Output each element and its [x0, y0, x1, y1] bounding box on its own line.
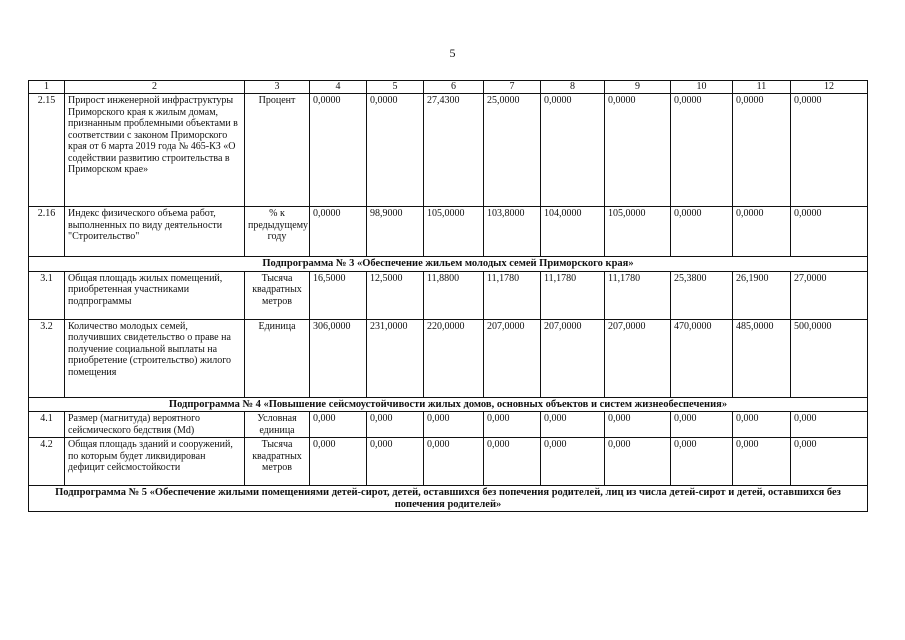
header-cell: 8 — [541, 81, 605, 94]
value-cell: 0,000 — [791, 412, 868, 438]
value-cell: 105,0000 — [424, 207, 484, 257]
value-cell: 103,8000 — [484, 207, 541, 257]
table-row — [29, 207, 868, 257]
value-cell: 12,5000 — [367, 271, 424, 319]
value-cell: 0,000 — [541, 438, 605, 486]
value-cell: 0,0000 — [733, 94, 791, 207]
value-cell: 0,0000 — [791, 94, 868, 207]
unit-of-measure: Процент — [245, 94, 310, 207]
subprogram-row — [29, 257, 868, 272]
value-cell: 0,0000 — [367, 94, 424, 207]
value-cell: 231,0000 — [367, 319, 424, 397]
value-cell: 0,0000 — [605, 94, 671, 207]
value-cell: 0,000 — [310, 412, 367, 438]
value-cell: 0,000 — [484, 412, 541, 438]
subprogram-title: Подпрограмма № 5 «Обеспечение жилыми помещениями детей-сирот, детей, оставшихся без попечения родителей, лиц из числа детей-сирот и детей, оставшихся без попечения родителей» — [29, 486, 868, 512]
value-cell: 0,000 — [484, 438, 541, 486]
table-row — [29, 94, 868, 207]
header-cell: 6 — [424, 81, 484, 94]
value-cell: 0,0000 — [310, 207, 367, 257]
subprogram-title: Подпрограмма № 4 «Повышение сейсмоустойчивости жилых домов, основных объектов и систем жизнеобеспечения» — [29, 397, 868, 412]
row-number: 2.15 — [29, 94, 65, 207]
value-cell: 0,000 — [605, 438, 671, 486]
value-cell: 0,0000 — [541, 94, 605, 207]
value-cell: 27,4300 — [424, 94, 484, 207]
row-number: 2.16 — [29, 207, 65, 257]
header-row — [29, 81, 868, 94]
indicator-name: Количество молодых семей, получивших свидетельство о праве на получение социальной выплаты на приобретение (строительство) жилого помещения — [65, 319, 245, 397]
value-cell: 0,000 — [605, 412, 671, 438]
value-cell: 485,0000 — [733, 319, 791, 397]
table-row — [29, 438, 868, 486]
value-cell: 207,0000 — [484, 319, 541, 397]
unit-of-measure: Единица — [245, 319, 310, 397]
table-row — [29, 271, 868, 319]
value-cell: 0,000 — [671, 438, 733, 486]
value-cell: 0,000 — [367, 412, 424, 438]
value-cell: 0,000 — [367, 438, 424, 486]
indicator-name: Общая площадь зданий и сооружений, по которым будет ликвидирован дефицит сейсмостойкости — [65, 438, 245, 486]
header-cell: 10 — [671, 81, 733, 94]
value-cell: 0,0000 — [733, 207, 791, 257]
row-number: 3.2 — [29, 319, 65, 397]
value-cell: 207,0000 — [605, 319, 671, 397]
header-cell: 7 — [484, 81, 541, 94]
row-number: 4.1 — [29, 412, 65, 438]
header-cell: 5 — [367, 81, 424, 94]
value-cell: 0,000 — [791, 438, 868, 486]
unit-of-measure: Тысяча квадратных метров — [245, 438, 310, 486]
header-cell: 1 — [29, 81, 65, 94]
value-cell: 306,0000 — [310, 319, 367, 397]
value-cell: 0,000 — [733, 438, 791, 486]
value-cell: 27,0000 — [791, 271, 868, 319]
subprogram-title: Подпрограмма № 3 «Обеспечение жильем молодых семей Приморского края» — [29, 257, 868, 272]
value-cell: 220,0000 — [424, 319, 484, 397]
row-number: 4.2 — [29, 438, 65, 486]
table-row — [29, 412, 868, 438]
value-cell: 105,0000 — [605, 207, 671, 257]
value-cell: 470,0000 — [671, 319, 733, 397]
value-cell: 11,1780 — [541, 271, 605, 319]
value-cell: 11,8800 — [424, 271, 484, 319]
unit-of-measure: Условная единица — [245, 412, 310, 438]
value-cell: 0,000 — [424, 438, 484, 486]
value-cell: 0,0000 — [791, 207, 868, 257]
unit-of-measure: % к предыдущему году — [245, 207, 310, 257]
page-number: 5 — [449, 46, 456, 60]
header-cell: 3 — [245, 81, 310, 94]
value-cell: 0,0000 — [310, 94, 367, 207]
indicator-name: Общая площадь жилых помещений, приобретенная участниками подпрограммы — [65, 271, 245, 319]
value-cell: 16,5000 — [310, 271, 367, 319]
value-cell: 25,0000 — [484, 94, 541, 207]
value-cell: 0,000 — [310, 438, 367, 486]
value-cell: 0,0000 — [671, 94, 733, 207]
value-cell: 0,000 — [671, 412, 733, 438]
indicator-name: Размер (магнитуда) вероятного сейсмического бедствия (Md) — [65, 412, 245, 438]
value-cell: 11,1780 — [484, 271, 541, 319]
header-cell: 2 — [65, 81, 245, 94]
indicator-name: Прирост инженерной инфраструктуры Приморского края к жилым домам, признанным проблемными объектами в соответствии с законом Приморского края от 6 марта 2019 года № 465-КЗ «О содействии развитию строительства в Приморском крае» — [65, 94, 245, 207]
value-cell: 25,3800 — [671, 271, 733, 319]
value-cell: 0,000 — [541, 412, 605, 438]
value-cell: 104,0000 — [541, 207, 605, 257]
header-cell: 11 — [733, 81, 791, 94]
value-cell: 500,0000 — [791, 319, 868, 397]
unit-of-measure: Тысяча квадратных метров — [245, 271, 310, 319]
value-cell: 0,000 — [733, 412, 791, 438]
indicator-name: Индекс физического объема работ, выполненных по виду деятельности "Строительство" — [65, 207, 245, 257]
subprogram-row — [29, 486, 868, 512]
value-cell: 207,0000 — [541, 319, 605, 397]
value-cell: 0,0000 — [671, 207, 733, 257]
value-cell: 0,000 — [424, 412, 484, 438]
header-cell: 9 — [605, 81, 671, 94]
value-cell: 11,1780 — [605, 271, 671, 319]
value-cell: 98,9000 — [367, 207, 424, 257]
subprogram-row — [29, 397, 868, 412]
value-cell: 26,1900 — [733, 271, 791, 319]
table-row — [29, 319, 868, 397]
row-number: 3.1 — [29, 271, 65, 319]
header-cell: 4 — [310, 81, 367, 94]
header-cell: 12 — [791, 81, 868, 94]
indicators-table — [28, 80, 868, 512]
table-body — [29, 81, 868, 512]
